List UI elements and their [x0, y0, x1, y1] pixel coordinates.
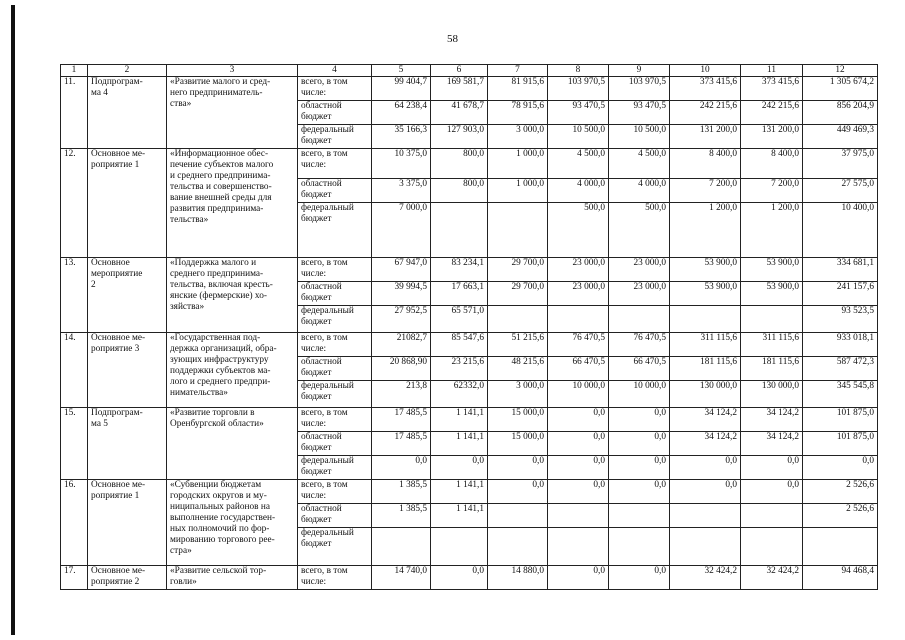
- amount-cell: 34 124,2: [670, 432, 741, 456]
- amount-cell: [609, 306, 670, 333]
- amount-cell: 34 124,2: [741, 432, 803, 456]
- amount-cell: 2 526,6: [803, 504, 878, 528]
- table-row: [61, 480, 878, 504]
- column-header: 2: [88, 65, 167, 77]
- amount-cell: 20 868,90: [372, 357, 431, 381]
- header-row: [61, 65, 878, 77]
- row-number: 14.: [61, 333, 88, 408]
- column-header: 9: [609, 65, 670, 77]
- program-description: «Государственная под- держка организаций, обра- зующих инфраструктуру поддержки субъектов ма- лого и среднего предпри- нимательства»: [167, 333, 298, 408]
- amount-cell: 449 469,3: [803, 125, 878, 149]
- amount-cell: 17 485,5: [372, 408, 431, 432]
- amount-cell: 0,0: [548, 566, 609, 590]
- amount-cell: 856 204,9: [803, 101, 878, 125]
- funding-source: федеральный бюджет: [298, 306, 372, 333]
- amount-cell: 10 000,0: [609, 381, 670, 408]
- amount-cell: 67 947,0: [372, 258, 431, 282]
- funding-source: всего, в том числе:: [298, 333, 372, 357]
- column-header: 6: [431, 65, 488, 77]
- funding-source: областной бюджет: [298, 179, 372, 203]
- amount-cell: 76 470,5: [609, 333, 670, 357]
- amount-cell: 23 000,0: [609, 258, 670, 282]
- amount-cell: 94 468,4: [803, 566, 878, 590]
- amount-cell: 35 166,3: [372, 125, 431, 149]
- amount-cell: 53 900,0: [741, 258, 803, 282]
- amount-cell: [488, 306, 548, 333]
- amount-cell: 34 124,2: [670, 408, 741, 432]
- amount-cell: [741, 528, 803, 566]
- table-row: [61, 77, 878, 101]
- program-name: Основное ме- роприятие 2: [88, 566, 167, 590]
- amount-cell: 0,0: [609, 432, 670, 456]
- funding-source: всего, в том числе:: [298, 258, 372, 282]
- amount-cell: 0,0: [548, 456, 609, 480]
- funding-source: федеральный бюджет: [298, 125, 372, 149]
- amount-cell: 37 975,0: [803, 149, 878, 179]
- program-name: Основное мероприятие 2: [88, 258, 167, 333]
- program-name: Основное ме- роприятие 3: [88, 333, 167, 408]
- amount-cell: [548, 504, 609, 528]
- amount-cell: 373 415,6: [741, 77, 803, 101]
- funding-source: всего, в том числе:: [298, 408, 372, 432]
- amount-cell: 53 900,0: [741, 282, 803, 306]
- amount-cell: 3 000,0: [488, 125, 548, 149]
- amount-cell: 101 875,0: [803, 432, 878, 456]
- amount-cell: 7 200,0: [741, 179, 803, 203]
- amount-cell: 0,0: [488, 456, 548, 480]
- amount-cell: 64 238,4: [372, 101, 431, 125]
- amount-cell: 1 141,1: [431, 408, 488, 432]
- amount-cell: [548, 528, 609, 566]
- amount-cell: 1 305 674,2: [803, 77, 878, 101]
- amount-cell: 1 141,1: [431, 504, 488, 528]
- amount-cell: 0,0: [609, 456, 670, 480]
- funding-source: областной бюджет: [298, 282, 372, 306]
- amount-cell: 0,0: [609, 566, 670, 590]
- amount-cell: 800,0: [431, 179, 488, 203]
- amount-cell: 3 375,0: [372, 179, 431, 203]
- amount-cell: 0,0: [670, 456, 741, 480]
- amount-cell: 10 000,0: [548, 381, 609, 408]
- column-header: 11: [741, 65, 803, 77]
- amount-cell: 3 000,0: [488, 381, 548, 408]
- amount-cell: 66 470,5: [548, 357, 609, 381]
- amount-cell: 4 000,0: [609, 179, 670, 203]
- amount-cell: 83 234,1: [431, 258, 488, 282]
- amount-cell: 1 200,0: [741, 203, 803, 258]
- amount-cell: 0,0: [548, 432, 609, 456]
- amount-cell: 81 915,6: [488, 77, 548, 101]
- amount-cell: 345 545,8: [803, 381, 878, 408]
- amount-cell: 78 915,6: [488, 101, 548, 125]
- funding-source: всего, в том числе:: [298, 566, 372, 590]
- amount-cell: 0,0: [548, 480, 609, 504]
- amount-cell: 127 903,0: [431, 125, 488, 149]
- amount-cell: 4 000,0: [548, 179, 609, 203]
- amount-cell: [670, 504, 741, 528]
- amount-cell: [548, 306, 609, 333]
- page-number: 58: [447, 33, 458, 45]
- amount-cell: 241 157,6: [803, 282, 878, 306]
- funding-source: всего, в том числе:: [298, 77, 372, 101]
- amount-cell: 17 663,1: [431, 282, 488, 306]
- amount-cell: [741, 504, 803, 528]
- amount-cell: 4 500,0: [609, 149, 670, 179]
- column-header: 7: [488, 65, 548, 77]
- row-number: 12.: [61, 149, 88, 258]
- amount-cell: 23 000,0: [548, 282, 609, 306]
- left-margin-bar: [11, 5, 15, 635]
- amount-cell: 311 115,6: [741, 333, 803, 357]
- program-name: Подпрограм- ма 5: [88, 408, 167, 480]
- amount-cell: 334 681,1: [803, 258, 878, 282]
- amount-cell: 373 415,6: [670, 77, 741, 101]
- amount-cell: 8 400,0: [741, 149, 803, 179]
- amount-cell: 93 470,5: [609, 101, 670, 125]
- program-description: «Развитие торговли в Оренбургской области»: [167, 408, 298, 480]
- amount-cell: 242 215,6: [670, 101, 741, 125]
- amount-cell: 48 215,6: [488, 357, 548, 381]
- amount-cell: 0,0: [488, 480, 548, 504]
- amount-cell: 41 678,7: [431, 101, 488, 125]
- funding-source: всего, в том числе:: [298, 149, 372, 179]
- amount-cell: 0,0: [670, 480, 741, 504]
- amount-cell: 7 000,0: [372, 203, 431, 258]
- amount-cell: 0,0: [609, 480, 670, 504]
- amount-cell: 169 581,7: [431, 77, 488, 101]
- table-row: [61, 149, 878, 179]
- program-description: «Информационное обес- печение субъектов малого и среднего предпринима- тельства и совершенство- вание внешней среды для развития предпринима- тельства»: [167, 149, 298, 258]
- amount-cell: [488, 528, 548, 566]
- amount-cell: [609, 528, 670, 566]
- amount-cell: [803, 528, 878, 566]
- amount-cell: 1 141,1: [431, 432, 488, 456]
- amount-cell: [488, 504, 548, 528]
- amount-cell: 53 900,0: [670, 282, 741, 306]
- amount-cell: 0,0: [803, 456, 878, 480]
- amount-cell: 29 700,0: [488, 258, 548, 282]
- amount-cell: [431, 203, 488, 258]
- funding-source: областной бюджет: [298, 504, 372, 528]
- funding-source: федеральный бюджет: [298, 528, 372, 566]
- funding-source: областной бюджет: [298, 357, 372, 381]
- program-name: Подпрограм- ма 4: [88, 77, 167, 149]
- amount-cell: 15 000,0: [488, 408, 548, 432]
- column-header: 1: [61, 65, 88, 77]
- amount-cell: 10 375,0: [372, 149, 431, 179]
- amount-cell: 93 470,5: [548, 101, 609, 125]
- amount-cell: 27 575,0: [803, 179, 878, 203]
- amount-cell: 0,0: [372, 456, 431, 480]
- program-description: «Развитие малого и сред- него предприниматель- ства»: [167, 77, 298, 149]
- amount-cell: 39 994,5: [372, 282, 431, 306]
- amount-cell: 933 018,1: [803, 333, 878, 357]
- row-number: 13.: [61, 258, 88, 333]
- program-description: «Развитие сельской тор- говли»: [167, 566, 298, 590]
- column-header: 12: [803, 65, 878, 77]
- amount-cell: 131 200,0: [741, 125, 803, 149]
- column-header: 10: [670, 65, 741, 77]
- column-header: 4: [298, 65, 372, 77]
- amount-cell: 101 875,0: [803, 408, 878, 432]
- amount-cell: 2 526,6: [803, 480, 878, 504]
- row-number: 17.: [61, 566, 88, 590]
- amount-cell: 7 200,0: [670, 179, 741, 203]
- amount-cell: 311 115,6: [670, 333, 741, 357]
- funding-source: федеральный бюджет: [298, 456, 372, 480]
- amount-cell: 10 500,0: [609, 125, 670, 149]
- amount-cell: 800,0: [431, 149, 488, 179]
- table-row: [61, 333, 878, 357]
- amount-cell: [741, 306, 803, 333]
- amount-cell: 99 404,7: [372, 77, 431, 101]
- amount-cell: 76 470,5: [548, 333, 609, 357]
- row-number: 15.: [61, 408, 88, 480]
- column-header: 3: [167, 65, 298, 77]
- amount-cell: 1 385,5: [372, 480, 431, 504]
- funding-source: областной бюджет: [298, 101, 372, 125]
- amount-cell: 1 000,0: [488, 179, 548, 203]
- amount-cell: 23 000,0: [548, 258, 609, 282]
- amount-cell: 53 900,0: [670, 258, 741, 282]
- table-body: [61, 77, 878, 590]
- amount-cell: 103 970,5: [548, 77, 609, 101]
- amount-cell: 10 500,0: [548, 125, 609, 149]
- amount-cell: 500,0: [609, 203, 670, 258]
- amount-cell: 27 952,5: [372, 306, 431, 333]
- amount-cell: 1 200,0: [670, 203, 741, 258]
- amount-cell: 23 000,0: [609, 282, 670, 306]
- table-row: [61, 566, 878, 590]
- amount-cell: 181 115,6: [741, 357, 803, 381]
- program-name: Основное ме- роприятие 1: [88, 149, 167, 258]
- amount-cell: [488, 203, 548, 258]
- amount-cell: 103 970,5: [609, 77, 670, 101]
- amount-cell: [431, 528, 488, 566]
- program-description: «Субвенции бюджетам городских округов и му- ниципальных районов на выполнение государствен- ных полномочий по фор- мированию торгового рее- стра»: [167, 480, 298, 566]
- amount-cell: 0,0: [609, 408, 670, 432]
- amount-cell: 21082,7: [372, 333, 431, 357]
- amount-cell: 29 700,0: [488, 282, 548, 306]
- amount-cell: 0,0: [741, 456, 803, 480]
- amount-cell: 65 571,0: [431, 306, 488, 333]
- column-header: 8: [548, 65, 609, 77]
- amount-cell: 10 400,0: [803, 203, 878, 258]
- amount-cell: 14 740,0: [372, 566, 431, 590]
- amount-cell: 130 000,0: [741, 381, 803, 408]
- table-row: [61, 408, 878, 432]
- amount-cell: 1 141,1: [431, 480, 488, 504]
- amount-cell: 23 215,6: [431, 357, 488, 381]
- budget-table: [60, 64, 878, 590]
- amount-cell: 0,0: [548, 408, 609, 432]
- amount-cell: 66 470,5: [609, 357, 670, 381]
- amount-cell: [670, 528, 741, 566]
- amount-cell: 8 400,0: [670, 149, 741, 179]
- amount-cell: 32 424,2: [741, 566, 803, 590]
- amount-cell: 32 424,2: [670, 566, 741, 590]
- amount-cell: [372, 528, 431, 566]
- amount-cell: 587 472,3: [803, 357, 878, 381]
- amount-cell: 213,8: [372, 381, 431, 408]
- program-name: Основное ме- роприятие 1: [88, 480, 167, 566]
- funding-source: федеральный бюджет: [298, 381, 372, 408]
- amount-cell: 242 215,6: [741, 101, 803, 125]
- amount-cell: 500,0: [548, 203, 609, 258]
- amount-cell: 62332,0: [431, 381, 488, 408]
- funding-source: областной бюджет: [298, 432, 372, 456]
- amount-cell: [609, 504, 670, 528]
- funding-source: федеральный бюджет: [298, 203, 372, 258]
- amount-cell: 51 215,6: [488, 333, 548, 357]
- amount-cell: 17 485,5: [372, 432, 431, 456]
- amount-cell: 1 000,0: [488, 149, 548, 179]
- funding-source: всего, в том числе:: [298, 480, 372, 504]
- amount-cell: [670, 306, 741, 333]
- column-header: 5: [372, 65, 431, 77]
- amount-cell: 85 547,6: [431, 333, 488, 357]
- amount-cell: 0,0: [431, 456, 488, 480]
- amount-cell: 4 500,0: [548, 149, 609, 179]
- amount-cell: 15 000,0: [488, 432, 548, 456]
- amount-cell: 181 115,6: [670, 357, 741, 381]
- amount-cell: 34 124,2: [741, 408, 803, 432]
- amount-cell: 1 385,5: [372, 504, 431, 528]
- program-description: «Поддержка малого и среднего предпринима- тельства, включая кресть- янские (фермерские) хо- зяйства»: [167, 258, 298, 333]
- row-number: 11.: [61, 77, 88, 149]
- amount-cell: 130 000,0: [670, 381, 741, 408]
- amount-cell: 93 523,5: [803, 306, 878, 333]
- amount-cell: 0,0: [431, 566, 488, 590]
- amount-cell: 131 200,0: [670, 125, 741, 149]
- amount-cell: 14 880,0: [488, 566, 548, 590]
- row-number: 16.: [61, 480, 88, 566]
- table-row: [61, 258, 878, 282]
- amount-cell: 0,0: [741, 480, 803, 504]
